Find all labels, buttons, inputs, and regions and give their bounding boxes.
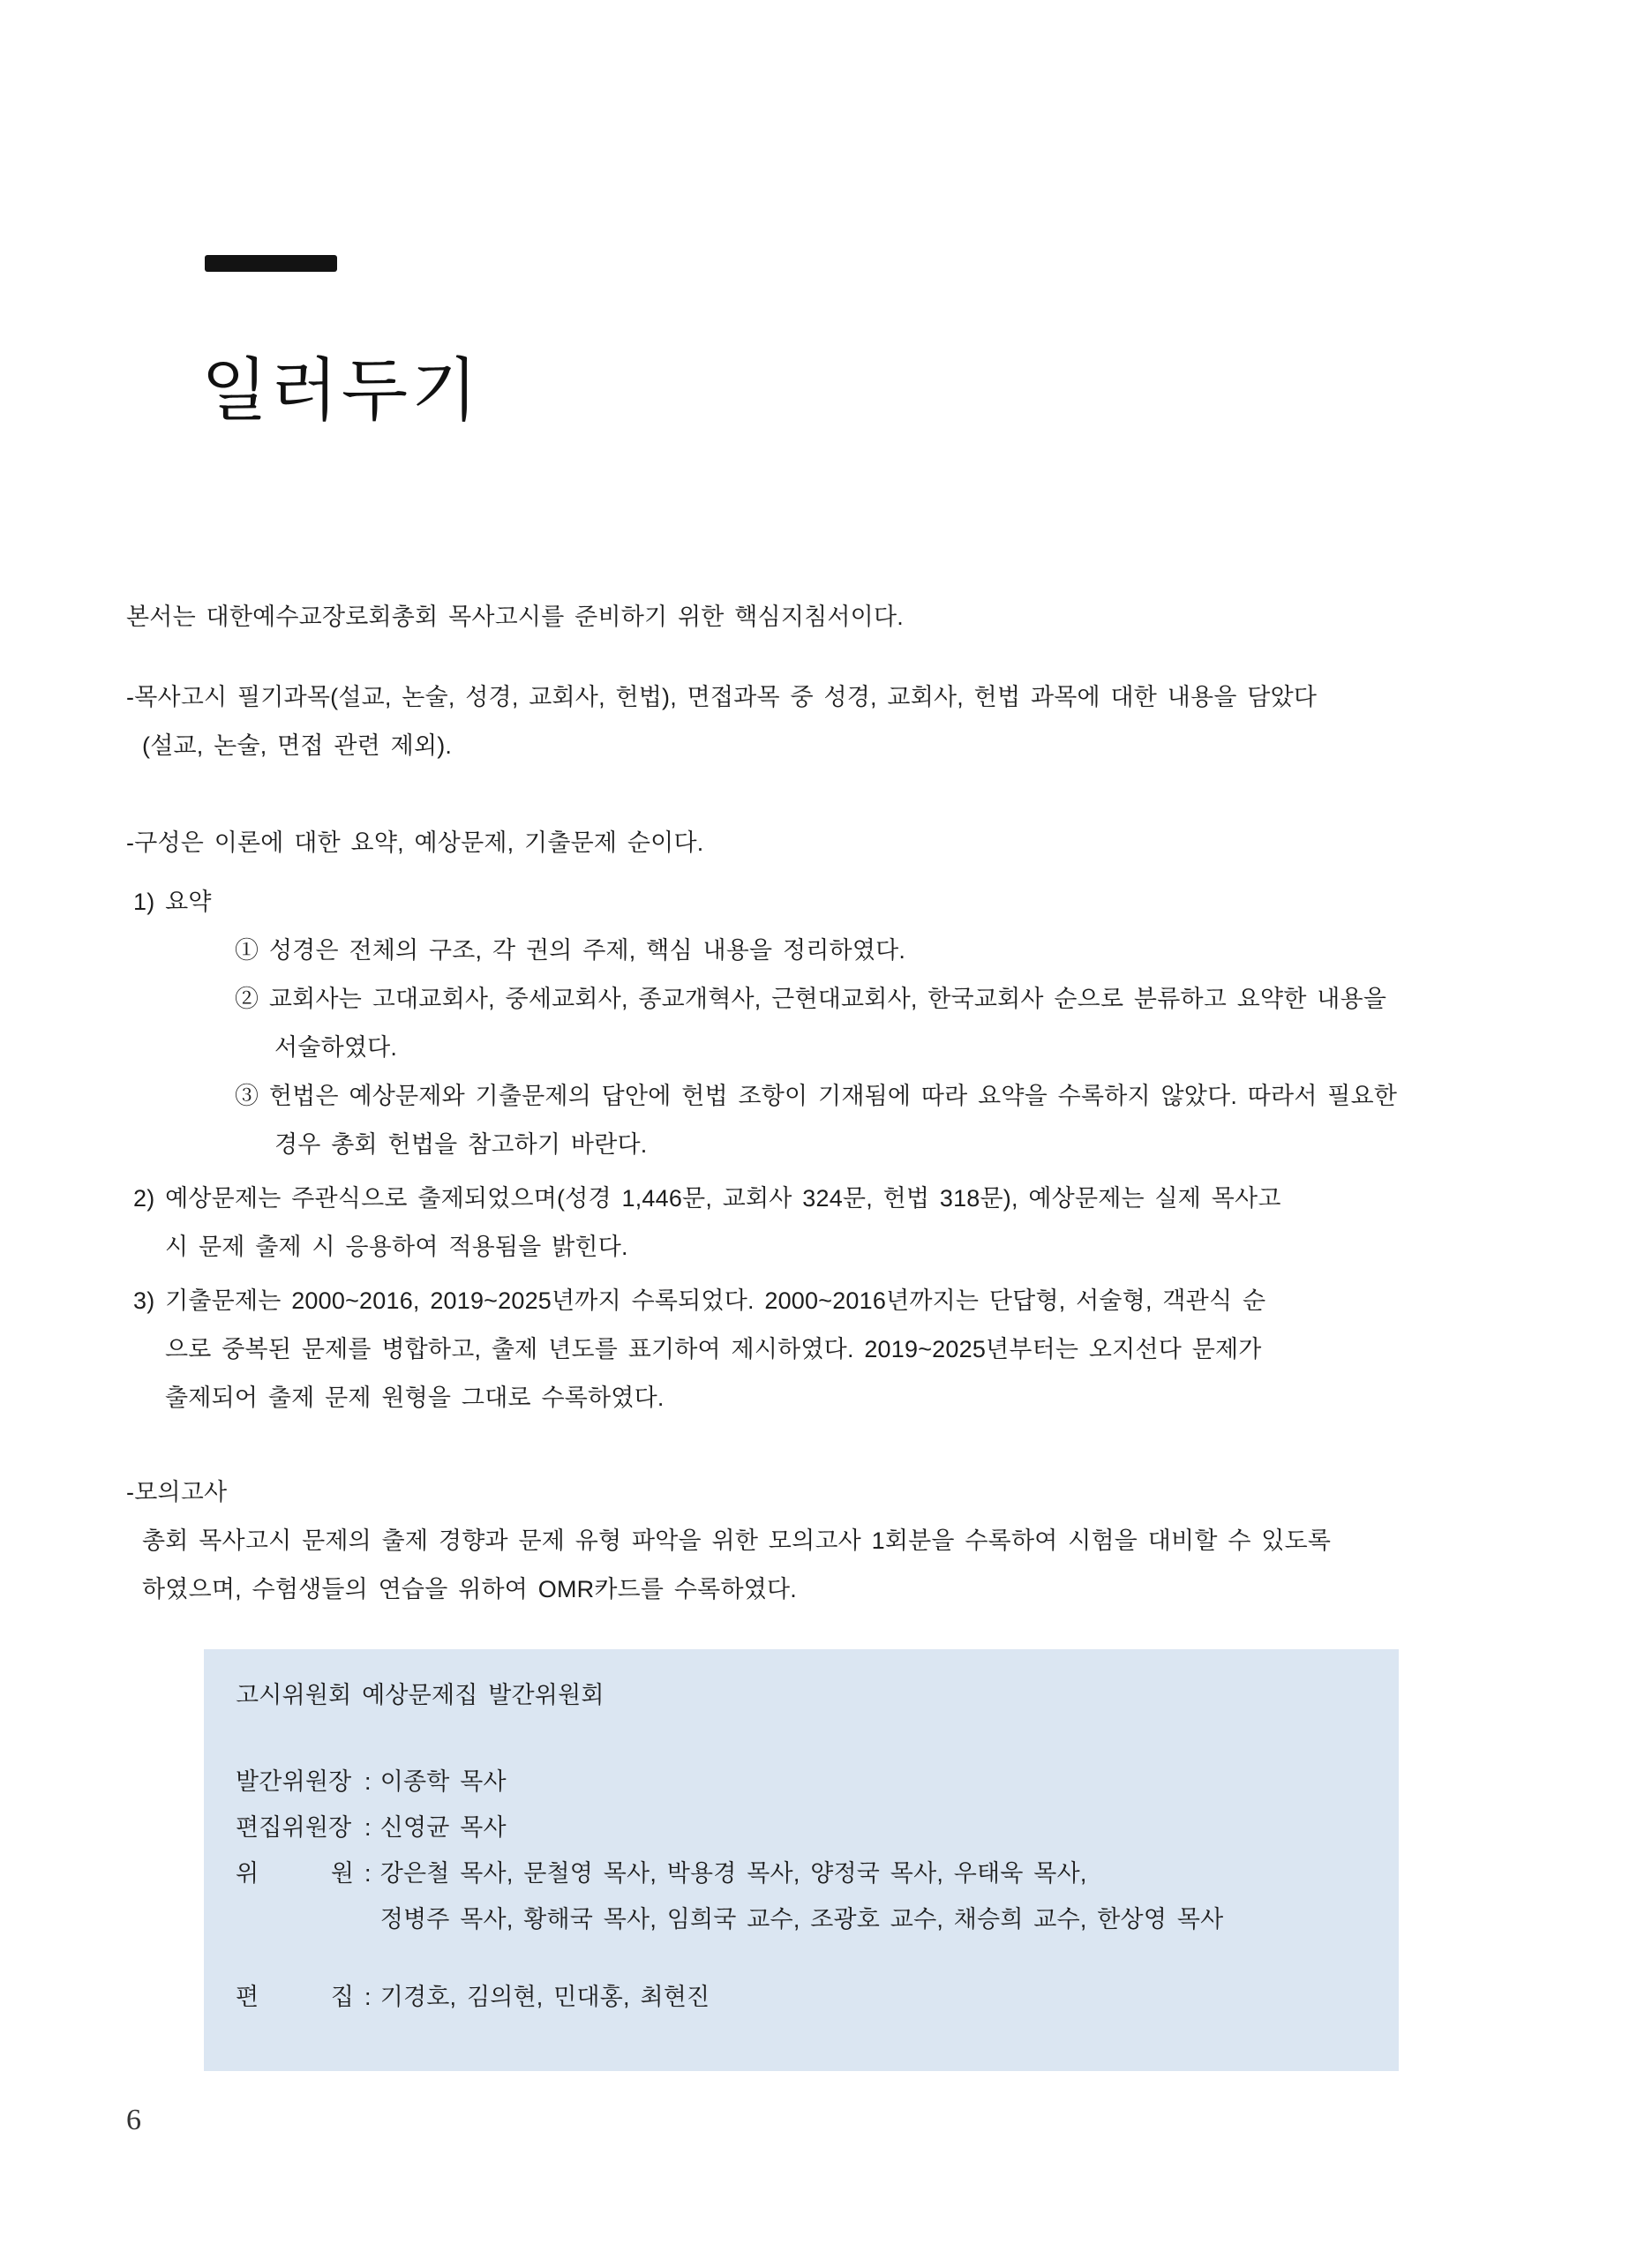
expected-questions-line2: 시 문제 출제 시 응용하여 적용됨을 밝힌다. <box>165 1234 628 1260</box>
committee-row-editors <box>236 1974 1367 2020</box>
summary-item-3-line2: 경우 총회 헌법을 참고하기 바란다. <box>274 1131 648 1158</box>
committee-title: 고시위원회 예상문제집 발간위원회 <box>236 1682 604 1708</box>
committee-box <box>204 1649 1399 2071</box>
summary-item-1: ① 성경은 전체의 구조, 각 권의 주제, 핵심 내용을 정리하였다. <box>235 937 906 964</box>
mock-exam-heading: -모의고사 <box>126 1479 228 1505</box>
body-column <box>126 593 1490 2071</box>
summary-item-3-line1: ③ 헌법은 예상문제와 기출문제의 답안에 헌법 조항이 기재됨에 따라 요약을 수록하지 않았다. 따라서 필요한 <box>235 1083 1398 1109</box>
title-accent-bar <box>205 255 337 272</box>
past-questions-line1: 3) 기출문제는 2000~2016, 2019~2025년까지 수록되었다. 2000~2016년까지는 단답형, 서술형, 객관식 순 <box>133 1287 1266 1314</box>
row-value: 기경호, 김의현, 민대홍, 최현진 <box>379 1984 710 2010</box>
row-value: 신영균 목사 <box>379 1814 507 1841</box>
written-subjects-line1: -목사고시 필기과목(설교, 논술, 성경, 교회사, 헌법), 면접과목 중 성경, 교회사, 헌법 과목에 대한 내용을 담았다 <box>126 684 1318 710</box>
written-subjects-line2: (설교, 논술, 면접 관련 제외). <box>142 732 453 759</box>
expected-questions-line1: 2) 예상문제는 주관식으로 출제되었으며(성경 1,446문, 교회사 324문, 헌법 318문), 예상문제는 실제 목사고 <box>133 1185 1281 1212</box>
row-value <box>380 1850 1367 1942</box>
row-separator: : <box>364 1814 372 1841</box>
summary-item-2-line2: 서술하였다. <box>274 1034 398 1061</box>
row-label: 편 집 <box>236 1984 355 2010</box>
mock-exam-section <box>126 1468 1490 1614</box>
row-separator: : <box>364 1984 372 2010</box>
past-questions-line3: 출제되어 출제 문제 원형을 그대로 수록하였다. <box>165 1385 665 1411</box>
committee-row-editing-chair <box>236 1805 1367 1850</box>
row-label: 위 원 <box>236 1860 355 1887</box>
summary-item-2 <box>235 975 1490 1072</box>
past-questions-line2: 으로 중복된 문제를 병합하고, 출제 년도를 표기하여 제시하였다. 2019~2025년부터는 오지선다 문제가 <box>165 1336 1262 1362</box>
page-title: 일러두기 <box>201 352 482 430</box>
row-label: 발간위원장 <box>236 1768 352 1795</box>
past-questions-item <box>133 1277 1490 1422</box>
bullet-structure: -구성은 이론에 대한 요약, 예상문제, 기출문제 순이다. <box>126 829 704 856</box>
members-line2: 정병주 목사, 황해국 목사, 임희국 교수, 조광호 교수, 채승희 교수, 한상영 목사 <box>379 1906 1224 1933</box>
committee-row-members <box>236 1850 1367 1942</box>
page-number: 6 <box>126 2104 141 2136</box>
mock-exam-line1: 총회 목사고시 문제의 출제 경향과 문제 유형 파악을 위한 모의고사 1회분을 수록하여 시험을 대비할 수 있도록 <box>142 1527 1332 1554</box>
summary-heading: 1) 요약 <box>133 889 212 915</box>
summary-list <box>235 927 1490 1169</box>
committee-row-publication-chair <box>236 1759 1367 1805</box>
intro-paragraph: 본서는 대한예수교장로회총회 목사고시를 준비하기 위한 핵심지침서이다. <box>126 604 904 630</box>
row-separator: : <box>364 1860 372 1887</box>
row-separator: : <box>364 1768 372 1795</box>
bullet-written-subjects <box>126 673 1490 770</box>
expected-questions-item <box>133 1175 1490 1272</box>
row-value: 이종학 목사 <box>379 1768 507 1795</box>
mock-exam-line2: 하였으며, 수험생들의 연습을 위하여 OMR카드를 수록하였다. <box>142 1576 797 1602</box>
summary-item-3 <box>235 1072 1490 1169</box>
row-label: 편집위원장 <box>236 1814 352 1841</box>
members-line1: 강은철 목사, 문철영 목사, 박용경 목사, 양정국 목사, 우태욱 목사, <box>379 1860 1087 1887</box>
summary-item-2-line1: ② 교회사는 고대교회사, 중세교회사, 종교개혁사, 근현대교회사, 한국교회사 순으로 분류하고 요약한 내용을 <box>235 986 1387 1012</box>
